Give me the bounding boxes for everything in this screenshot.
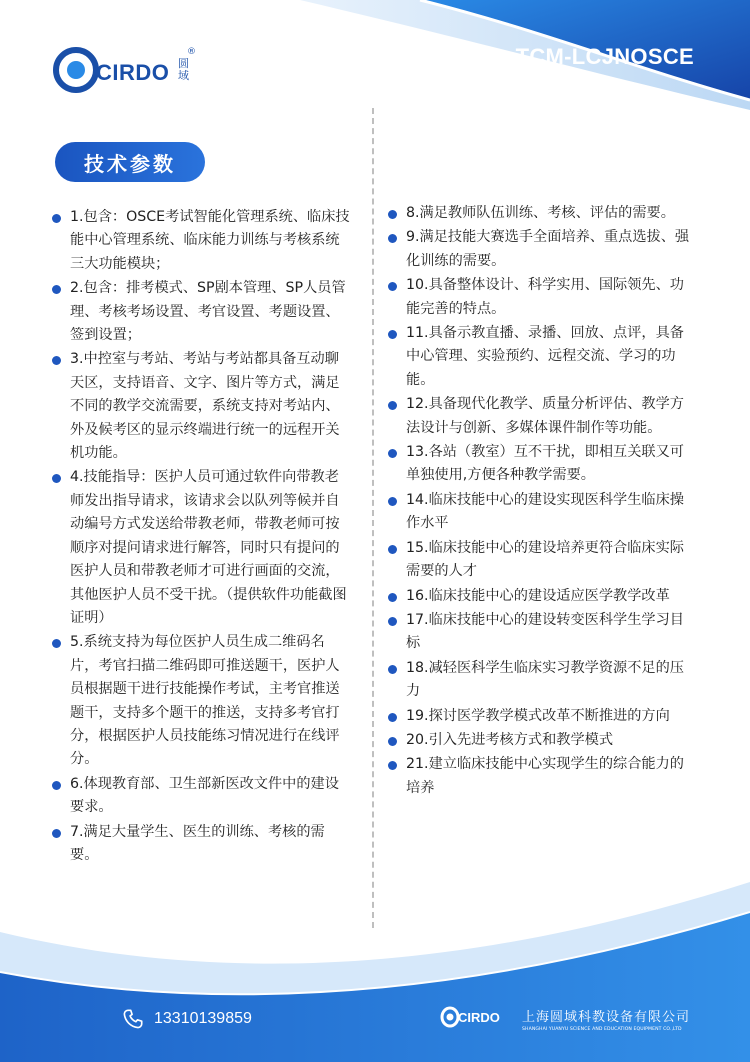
bullet-icon bbox=[388, 401, 397, 410]
company-name-cn: 上海圆域科教设备有限公司 bbox=[522, 1010, 691, 1025]
bullet-icon bbox=[388, 617, 397, 626]
bullet-icon bbox=[52, 285, 61, 294]
product-code: TCM-LCJNOSCE bbox=[515, 44, 694, 69]
bullet-icon bbox=[388, 737, 397, 746]
spec-text: 18.减轻医科学生临床实习教学资源不足的压力 bbox=[406, 659, 684, 700]
bullet-icon bbox=[388, 665, 397, 674]
bullet-icon bbox=[388, 449, 397, 458]
column-divider bbox=[372, 108, 374, 928]
list-item bbox=[388, 753, 690, 800]
spec-text: 13.各站（教室）互不干扰，即相互关联又可单独使用,方便各种教学需要。 bbox=[406, 444, 684, 484]
logo-cn-mark: 圆域 bbox=[178, 57, 189, 82]
spec-text: 14.临床技能中心的建设实现医科学生临床操作水平 bbox=[406, 491, 684, 532]
footer-logo-wordmark: CIRDO bbox=[458, 1010, 500, 1025]
bullet-icon bbox=[388, 234, 397, 243]
phone-icon bbox=[122, 1008, 144, 1030]
bullet-icon bbox=[388, 210, 397, 219]
left-spec-list bbox=[52, 206, 352, 868]
spec-text: 16.临床技能中心的建设适应医学教学改革 bbox=[406, 587, 670, 604]
cirdo-logo-icon bbox=[440, 1004, 460, 1030]
list-item bbox=[388, 585, 690, 608]
spec-text: 17.临床技能中心的建设转变医科学生学习目标 bbox=[406, 611, 684, 652]
list-item bbox=[52, 348, 352, 465]
list-item bbox=[388, 489, 690, 536]
list-item bbox=[52, 206, 352, 276]
spec-text: 15.临床技能中心的建设培养更符合临床实际需要的人才 bbox=[406, 539, 684, 580]
company-info bbox=[522, 1006, 690, 1032]
right-spec-list bbox=[388, 202, 690, 801]
bullet-icon bbox=[388, 330, 397, 339]
bullet-icon bbox=[388, 593, 397, 602]
cirdo-logo-icon bbox=[52, 40, 100, 96]
bullet-icon bbox=[388, 282, 397, 291]
spec-text: 6.体现教育部、卫生部新医改文件中的建设要求。 bbox=[70, 775, 339, 816]
bullet-icon bbox=[52, 214, 61, 223]
bullet-icon bbox=[388, 761, 397, 770]
brand-logo bbox=[52, 40, 202, 96]
bullet-icon bbox=[52, 829, 61, 838]
list-item bbox=[388, 609, 690, 656]
spec-text: 12.具备现代化教学、质量分析评估、教学方法设计与创新、多媒体课件制作等功能。 bbox=[406, 396, 684, 436]
spec-text: 5.系统支持为每位医护人员生成二维码名片，考官扫描二维码即可推送题干，医护人员根据题干进行技能操作考试，主考官推送题干，支持多个题干的推送，支持多考官打分，根据医护人员技能练习情况进行在线评分。 bbox=[70, 634, 340, 768]
spec-text: 4.技能指导：医护人员可通过软件向带教老师发出指导请求，该请求会以队列等候并自动编号方式发送给带教老师，带教老师可按顺序对提问请求进行解答，同时只有提问的医护人员和带教老师才可进行画面的交流，其他医护人员不受干扰。（提供软件功能截图证明） bbox=[70, 469, 347, 626]
list-item bbox=[52, 466, 352, 630]
bullet-icon bbox=[388, 545, 397, 554]
bullet-icon bbox=[52, 474, 61, 483]
company-name-en: SHANGHAI YUANYU SCIENCE AND EDUCATION EQUIPMENT CO.,LTD bbox=[522, 1027, 682, 1032]
spec-text: 7.满足大量学生、医生的训练、考核的需要。 bbox=[70, 823, 325, 863]
spec-text: 11.具备示教直播、录播、回放、点评，具备中心管理、实验预约、远程交流、学习的功能。 bbox=[406, 325, 684, 388]
registered-mark: ® bbox=[187, 47, 196, 57]
spec-text: 2.包含：排考模式、SP剧本管理、SP人员管理、考核考场设置、考官设置、考题设置、签到设置； bbox=[70, 280, 346, 344]
spec-text: 8.满足教师队伍训练、考核、评估的需要。 bbox=[406, 205, 675, 221]
spec-text: 21.建立临床技能中心实现学生的综合能力的培养 bbox=[406, 756, 684, 796]
footer-wave bbox=[0, 872, 750, 1062]
list-item bbox=[388, 441, 690, 488]
list-item bbox=[52, 821, 352, 868]
spec-text: 20.引入先进考核方式和教学模式 bbox=[406, 731, 614, 748]
list-item bbox=[52, 277, 352, 347]
list-item bbox=[52, 773, 352, 820]
phone-number: 13310139859 bbox=[154, 1010, 252, 1027]
contact-phone[interactable] bbox=[122, 1008, 252, 1030]
footer-logo bbox=[440, 1002, 520, 1032]
bullet-icon bbox=[52, 639, 61, 648]
list-item bbox=[388, 393, 690, 440]
list-item bbox=[388, 202, 690, 225]
list-item bbox=[388, 537, 690, 584]
list-item bbox=[388, 322, 690, 392]
list-item bbox=[388, 226, 690, 273]
spec-text: 1.包含：OSCE考试智能化管理系统、临床技能中心管理系统、临床能力训练与考核系统三大功能模块； bbox=[70, 209, 350, 272]
bullet-icon bbox=[388, 497, 397, 506]
spec-text: 9.满足技能大赛选手全面培养、重点选拔、强化训练的需要。 bbox=[406, 229, 690, 269]
list-item bbox=[388, 274, 690, 321]
section-title: 技术参数 bbox=[55, 142, 205, 182]
bullet-icon bbox=[52, 356, 61, 365]
list-item bbox=[388, 729, 690, 752]
list-item bbox=[388, 705, 690, 728]
bullet-icon bbox=[52, 781, 61, 790]
bullet-icon bbox=[388, 713, 397, 722]
list-item bbox=[388, 657, 690, 704]
spec-text: 3.中控室与考站、考站与考站都具备互动聊天区，支持语音、文字、图片等方式，满足不同的教学交流需要，系统支持对考站内、外及候考区的显示终端进行统一的远程开关机功能。 bbox=[70, 351, 340, 462]
logo-wordmark: CIRDO bbox=[96, 60, 170, 85]
spec-text: 10.具备整体设计、科学实用、国际领先、功能完善的特点。 bbox=[406, 277, 684, 317]
spec-text: 19.探讨医学教学模式改革不断推进的方向 bbox=[406, 707, 670, 724]
list-item bbox=[52, 631, 352, 771]
